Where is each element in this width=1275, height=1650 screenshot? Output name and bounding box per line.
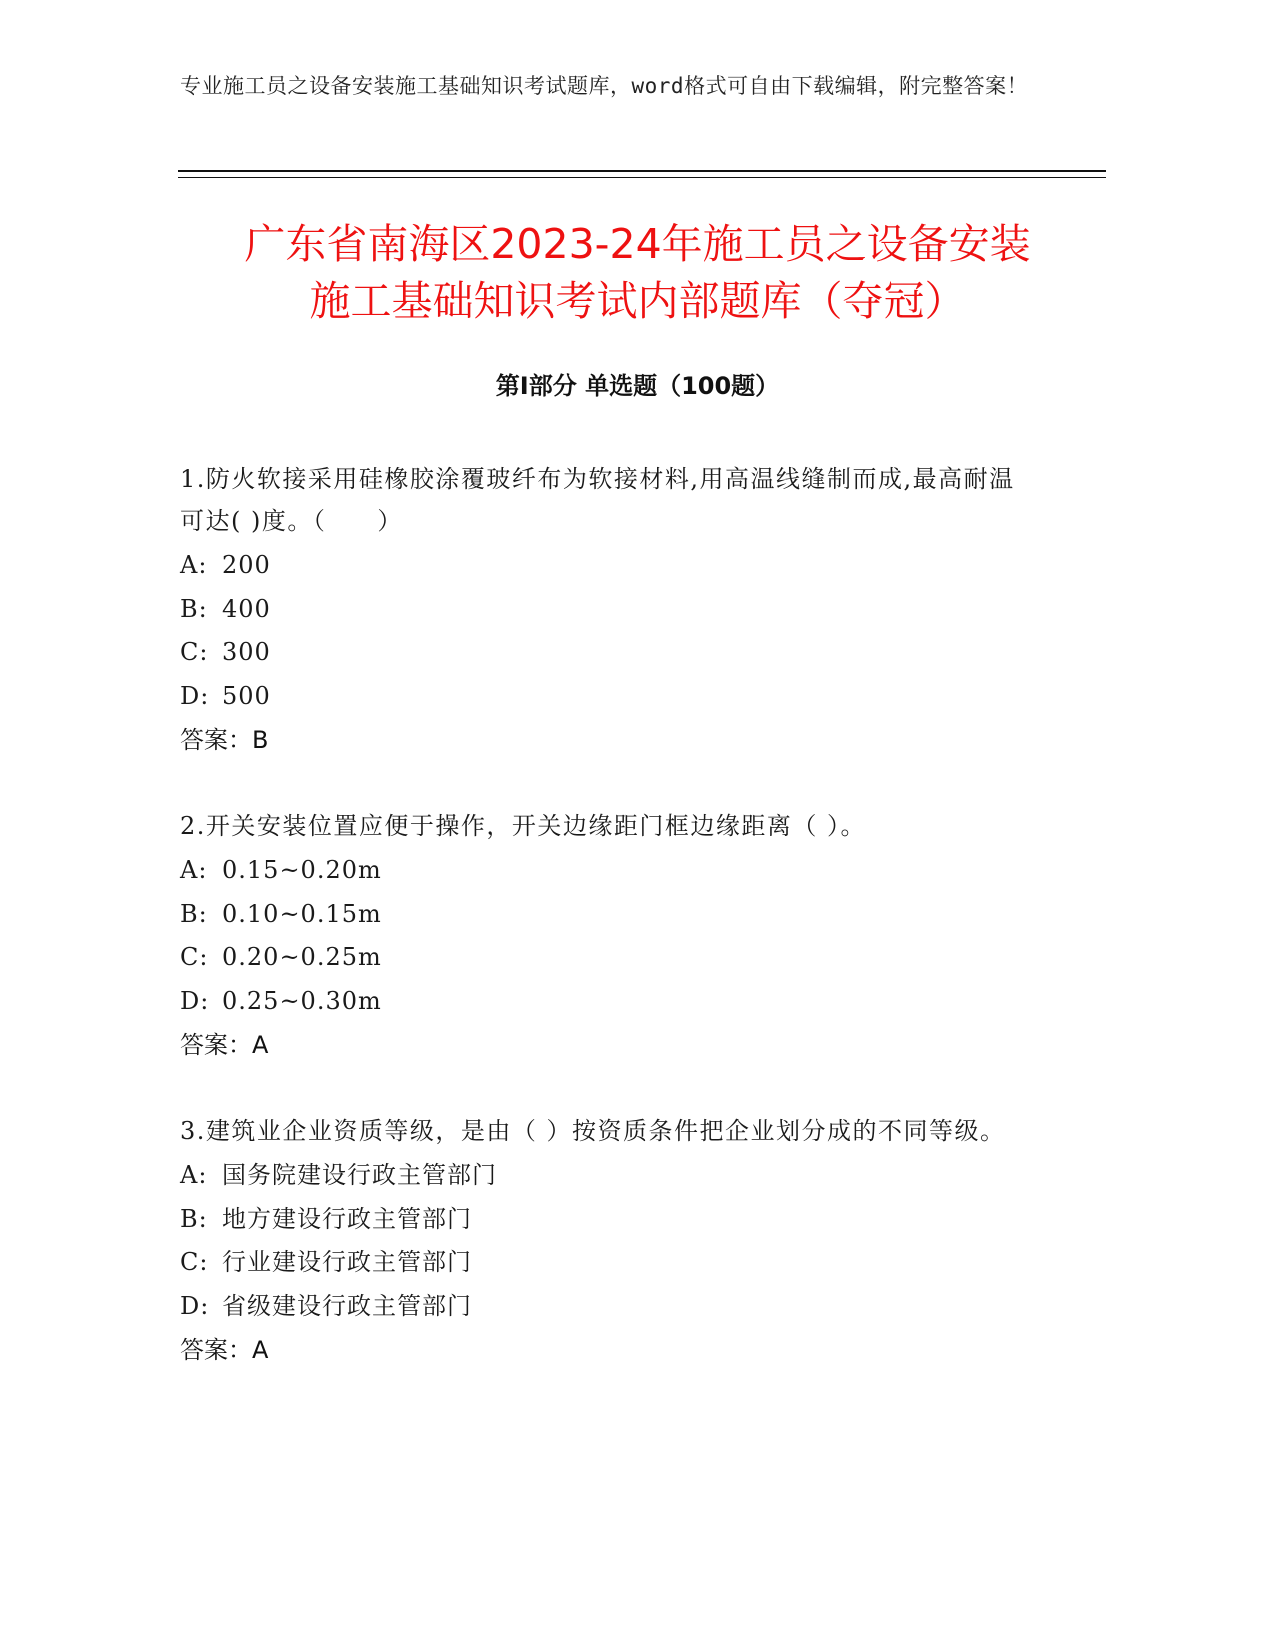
answer-key: 答案：A bbox=[180, 1336, 269, 1364]
answer-option bbox=[180, 1154, 1040, 1198]
option-text: 0.10~0.15m bbox=[222, 899, 382, 928]
answer-option bbox=[180, 893, 1040, 937]
header-rule-thick bbox=[178, 170, 1106, 172]
answer-option bbox=[180, 936, 1040, 980]
answer-key: 答案：B bbox=[180, 726, 269, 754]
document-title-line2: 施工基础知识考试内部题库（夺冠） bbox=[309, 277, 966, 325]
question-item bbox=[180, 458, 1040, 762]
option-text: 国务院建设行政主管部门 bbox=[222, 1161, 497, 1189]
option-letter: D: bbox=[180, 1291, 210, 1320]
section-title: 第I部分 单选题（100题） bbox=[495, 372, 780, 400]
question-text: 1.防火软接采用硅橡胶涂覆玻纤布为软接材料,用高温线缝制而成,最高耐温可达( )度。（ ） bbox=[180, 465, 1015, 535]
answer-option bbox=[180, 980, 1040, 1024]
answer-option bbox=[180, 1198, 1040, 1242]
option-letter: B: bbox=[180, 594, 208, 623]
option-text: 0.20~0.25m bbox=[222, 943, 382, 971]
answer-option bbox=[180, 1241, 1040, 1285]
question-list bbox=[180, 458, 1040, 1415]
question-item bbox=[180, 805, 1040, 1067]
option-letter: B: bbox=[180, 899, 208, 928]
option-letter: C: bbox=[180, 943, 209, 971]
answer-option bbox=[180, 588, 1040, 632]
option-text: 省级建设行政主管部门 bbox=[222, 1291, 472, 1320]
option-letter: C: bbox=[180, 1248, 209, 1276]
answer-key: 答案：A bbox=[180, 1031, 269, 1059]
option-text: 地方建设行政主管部门 bbox=[222, 1204, 472, 1233]
option-letter: B: bbox=[180, 1204, 208, 1233]
option-text: 500 bbox=[222, 681, 271, 710]
document-title bbox=[150, 216, 1125, 330]
document-title-line1: 广东省南海区2023-24年施工员之设备安装 bbox=[244, 220, 1031, 268]
question-text: 2.开关安装位置应便于操作，开关边缘距门框边缘距离（ ）。 bbox=[180, 812, 867, 840]
option-letter: A: bbox=[180, 1161, 208, 1189]
answer-option bbox=[180, 849, 1040, 893]
header-note: 专业施工员之设备安装施工基础知识考试题库，word格式可自由下载编辑，附完整答案！ bbox=[180, 74, 1029, 98]
option-text: 0.15~0.20m bbox=[222, 856, 382, 884]
option-text: 行业建设行政主管部门 bbox=[222, 1248, 472, 1276]
header-rule-thin bbox=[178, 177, 1106, 178]
option-text: 300 bbox=[222, 638, 271, 666]
answer-option bbox=[180, 544, 1040, 588]
option-text: 0.25~0.30m bbox=[222, 986, 382, 1015]
option-letter: A: bbox=[180, 551, 208, 579]
option-letter: A: bbox=[180, 856, 208, 884]
option-text: 200 bbox=[222, 551, 271, 579]
answer-option bbox=[180, 631, 1040, 675]
question-item bbox=[180, 1110, 1040, 1372]
option-letter: D: bbox=[180, 681, 210, 710]
option-letter: C: bbox=[180, 638, 209, 666]
option-text: 400 bbox=[222, 594, 271, 623]
answer-option bbox=[180, 1285, 1040, 1329]
option-letter: D: bbox=[180, 986, 210, 1015]
question-text: 3.建筑业企业资质等级，是由（ ）按资质条件把企业划分成的不同等级。 bbox=[180, 1117, 1006, 1145]
answer-option bbox=[180, 675, 1040, 719]
